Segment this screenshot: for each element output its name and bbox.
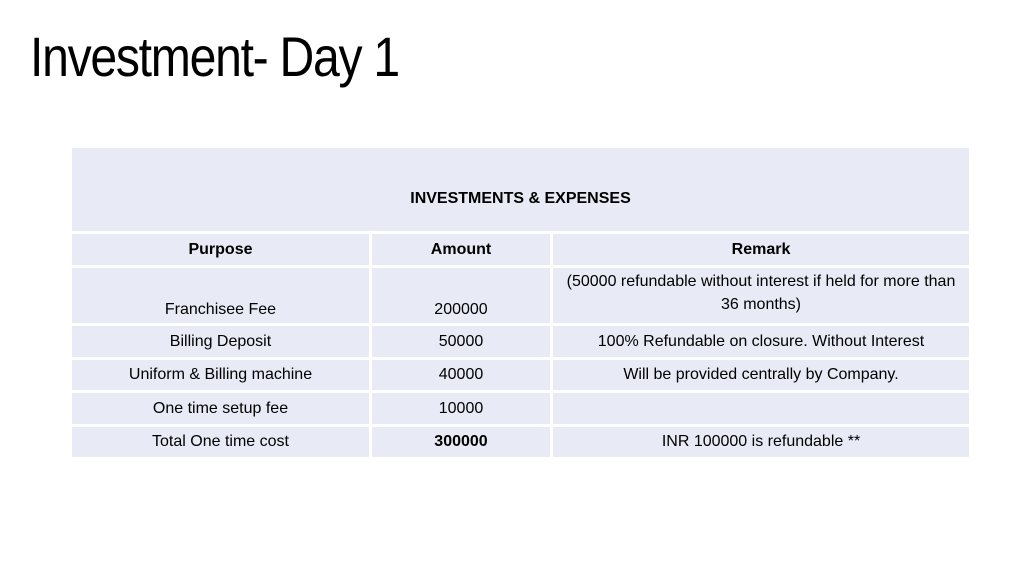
row-uniform-purpose: Uniform & Billing machine [72, 360, 369, 390]
table-caption: INVESTMENTS & EXPENSES [72, 148, 969, 231]
row-billing-deposit-purpose: Billing Deposit [72, 326, 369, 357]
header-purpose: Purpose [72, 234, 369, 265]
row-billing-deposit-remark: 100% Refundable on closure. Without Interest [553, 326, 969, 357]
row-total-purpose: Total One time cost [72, 427, 369, 457]
row-franchisee-remark: (50000 refundable without interest if held for more than 36 months) [553, 268, 969, 323]
row-franchisee-amount: 200000 [372, 268, 550, 323]
header-amount: Amount [372, 234, 550, 265]
row-setup-fee-amount: 10000 [372, 393, 550, 424]
page-title: Investment- Day 1 [30, 25, 399, 88]
row-billing-deposit-amount: 50000 [372, 326, 550, 357]
row-uniform-remark: Will be provided centrally by Company. [553, 360, 969, 390]
investments-table [72, 148, 969, 457]
row-franchisee-purpose: Franchisee Fee [72, 268, 369, 323]
row-total-amount: 300000 [372, 427, 550, 457]
header-remark: Remark [553, 234, 969, 265]
row-total-remark: INR 100000 is refundable ** [553, 427, 969, 457]
row-setup-fee-purpose: One time setup fee [72, 393, 369, 424]
row-setup-fee-remark [553, 393, 969, 424]
row-uniform-amount: 40000 [372, 360, 550, 390]
